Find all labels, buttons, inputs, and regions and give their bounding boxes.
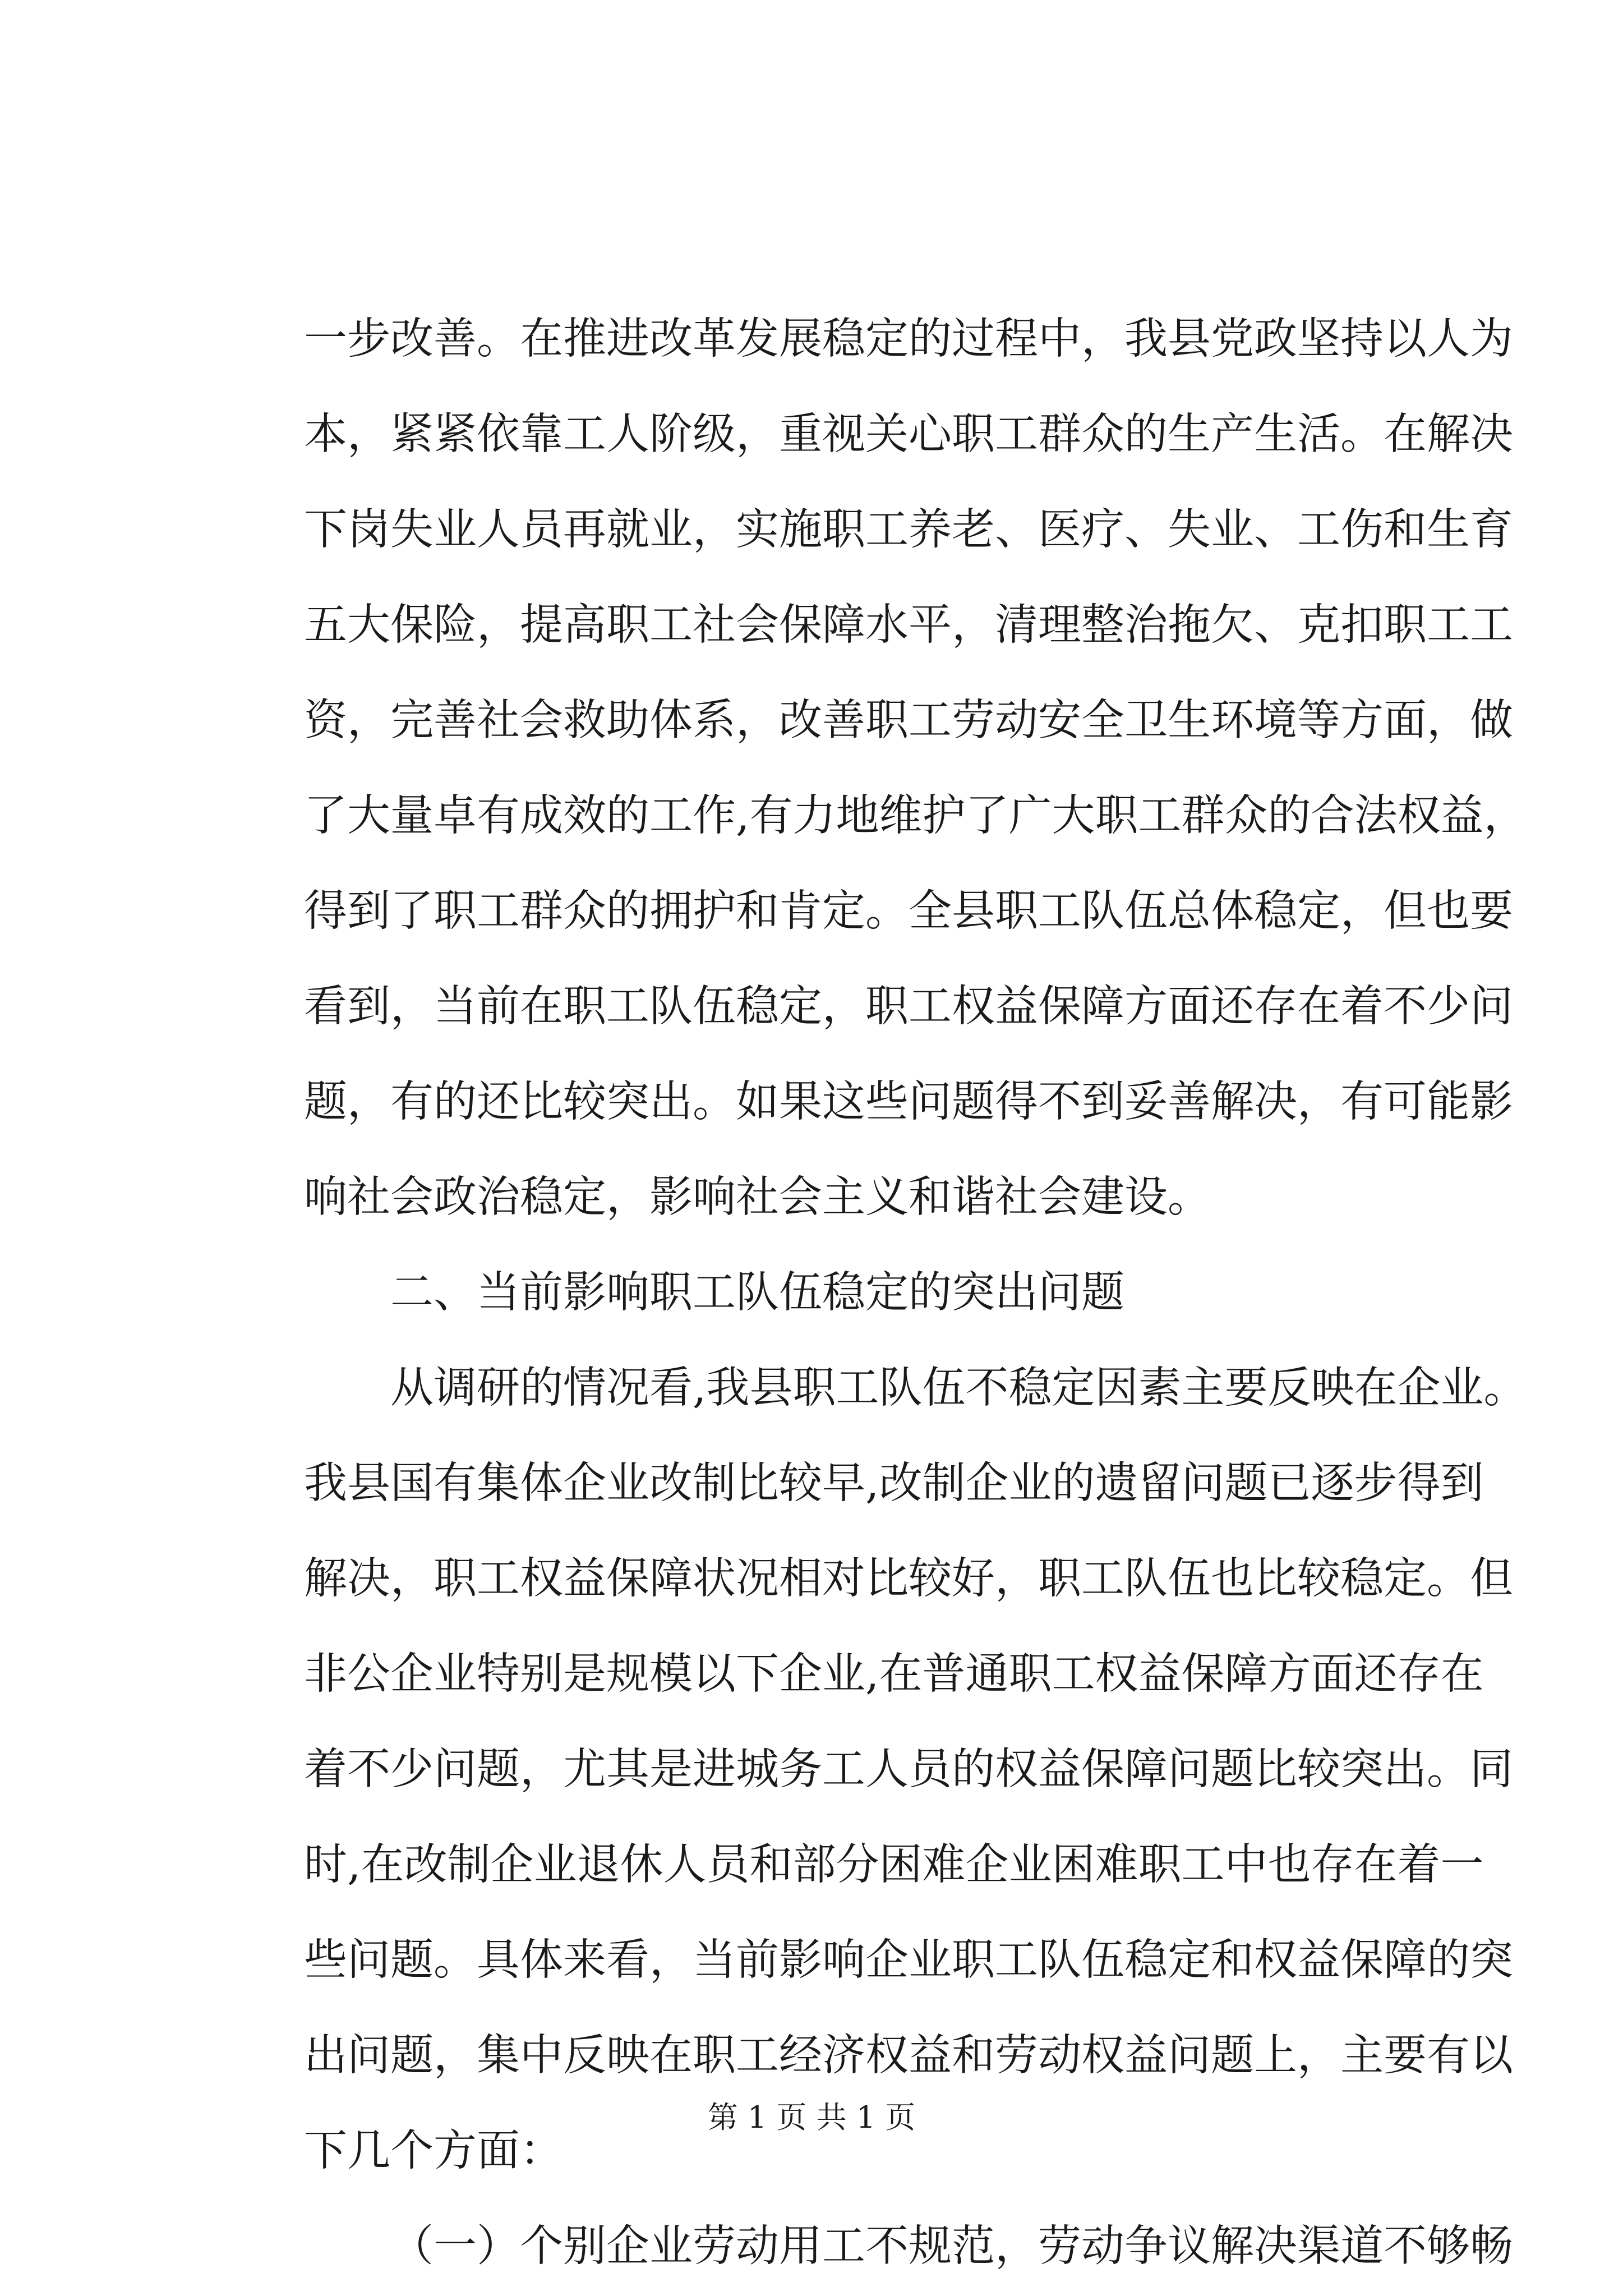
text-line: 我县国有集体企业改制比较早,改制企业的遗留问题已逐步得到	[304, 1458, 1484, 1508]
page-footer: 第 1 页 共 1 页	[707, 2100, 916, 2135]
text-line: 时,在改制企业退休人员和部分困难企业困难职工中也存在着一	[304, 1840, 1484, 1890]
document-body	[304, 292, 1527, 2294]
text-line: （一）个别企业劳动用工不规范，劳动争议解决渠道不够畅	[390, 2221, 1513, 2271]
text-line: 着不少问题，尤其是进城务工人员的权益保障问题比较突出。同	[304, 1745, 1513, 1795]
text-line: 非公企业特别是规模以下企业,在普通职工权益保障方面还存在	[304, 1649, 1484, 1699]
text-line: 一步改善。在推进改革发展稳定的过程中，我县党政坚持以人为	[304, 314, 1513, 364]
text-line: 出问题，集中反映在职工经济权益和劳动权益问题上，主要有以	[304, 2031, 1513, 2081]
text-line: 看到，当前在职工队伍稳定，职工权益保障方面还存在着不少问	[304, 982, 1513, 1032]
text-line: 得到了职工群众的拥护和肯定。全县职工队伍总体稳定，但也要	[304, 886, 1513, 936]
text-line: 解决，职工权益保障状况相对比较好，职工队伍也比较稳定。但	[304, 1554, 1513, 1604]
text-line: 本，紧紧依靠工人阶级，重视关心职工群众的生产生活。在解决	[304, 409, 1513, 459]
text-line: 了大量卓有成效的工作,有力地维护了广大职工群众的合法权益，	[304, 791, 1527, 841]
text-line: 二、当前影响职工队伍稳定的突出问题	[390, 1268, 1124, 1318]
text-line: 从调研的情况看,我县职工队伍不稳定因素主要反映在企业。	[390, 1363, 1527, 1413]
text-line: 响社会政治稳定，影响社会主义和谐社会建设。	[304, 1172, 1211, 1222]
text-line: 下岗失业人员再就业，实施职工养老、医疗、失业、工伤和生育	[304, 505, 1513, 555]
text-line: 资，完善社会救助体系，改善职工劳动安全卫生环境等方面，做	[304, 696, 1513, 746]
text-line: 下几个方面：	[304, 2126, 563, 2176]
text-line: 五大保险，提高职工社会保障水平，清理整治拖欠、克扣职工工	[304, 600, 1513, 650]
text-line: 题，有的还比较突出。如果这些问题得不到妥善解决，有可能影	[304, 1077, 1513, 1127]
text-line: 些问题。具体来看，当前影响企业职工队伍稳定和权益保障的突	[304, 1935, 1513, 1985]
